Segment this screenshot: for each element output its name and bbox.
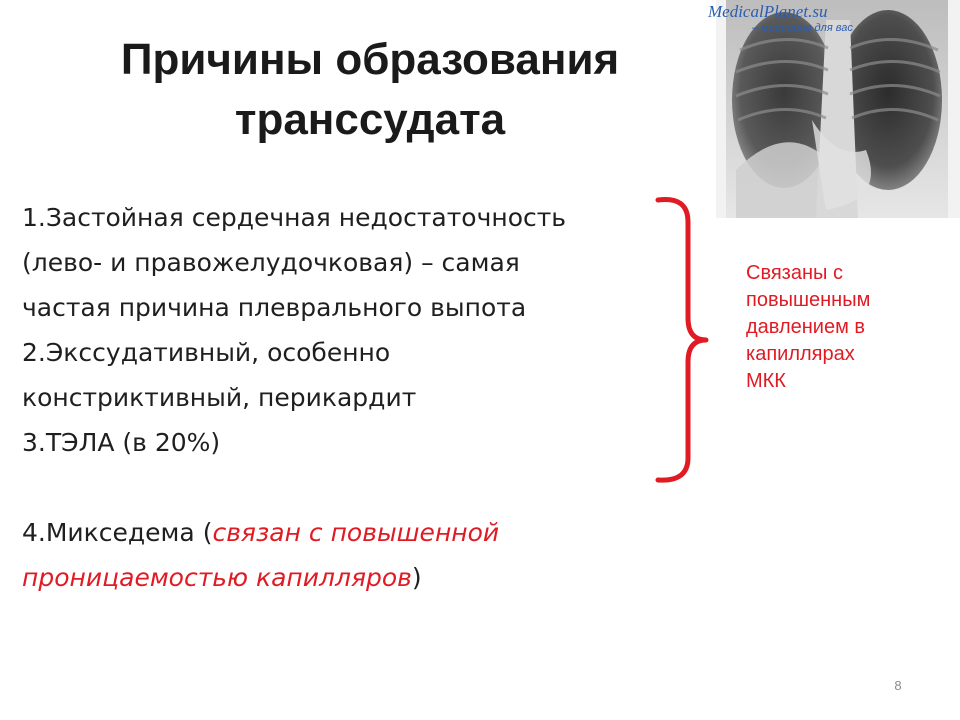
cause-4-prefix: 4.Микседема ( (22, 518, 213, 547)
slide-title-line-1: Причины образования (120, 35, 620, 84)
cause-3-line-1: 3.ТЭЛА (в 20%) (22, 428, 221, 457)
cause-2-line-2: констриктивный, перикардит (22, 383, 417, 412)
curly-brace-icon (650, 190, 710, 490)
page-number: 8 (894, 678, 902, 693)
side-note (746, 260, 936, 395)
side-note-line-4: капиллярах (746, 343, 855, 365)
cause-item-4 (22, 510, 682, 600)
cause-1-line-2: (лево- и правожелудочковая) – самая (22, 248, 520, 277)
cause-1-line-1: 1.Застойная сердечная недостаточность (22, 203, 567, 232)
side-note-line-2: повышенным (746, 289, 871, 311)
cause-1-line-3: частая причина плеврального выпота (22, 293, 527, 322)
cause-item-2 (22, 330, 682, 420)
cause-item-1 (22, 195, 682, 330)
cause-2-line-1: 2.Экссудативный, особенно (22, 338, 391, 367)
side-note-line-1: Связаны с (746, 262, 843, 284)
side-note-line-5: МКК (746, 370, 786, 392)
cause-4-red-part-1: связан с повышенной (212, 518, 500, 547)
side-note-line-3: давлением в (746, 316, 866, 338)
causes-list (22, 195, 682, 600)
list-spacer (22, 465, 682, 510)
watermark-tagline: – медицина для вас (752, 22, 853, 34)
cause-item-3 (22, 420, 682, 465)
cause-4-line-2 (22, 555, 682, 600)
cause-4-line-1 (22, 510, 682, 555)
slide-title (60, 30, 680, 150)
cause-4-red-part-2: проницаемостью капилляров (22, 563, 412, 592)
cause-4-suffix: ) (411, 563, 422, 592)
slide-title-line-2: транссудата (234, 95, 506, 144)
watermark-site: MedicalPlanet.su (708, 2, 828, 21)
